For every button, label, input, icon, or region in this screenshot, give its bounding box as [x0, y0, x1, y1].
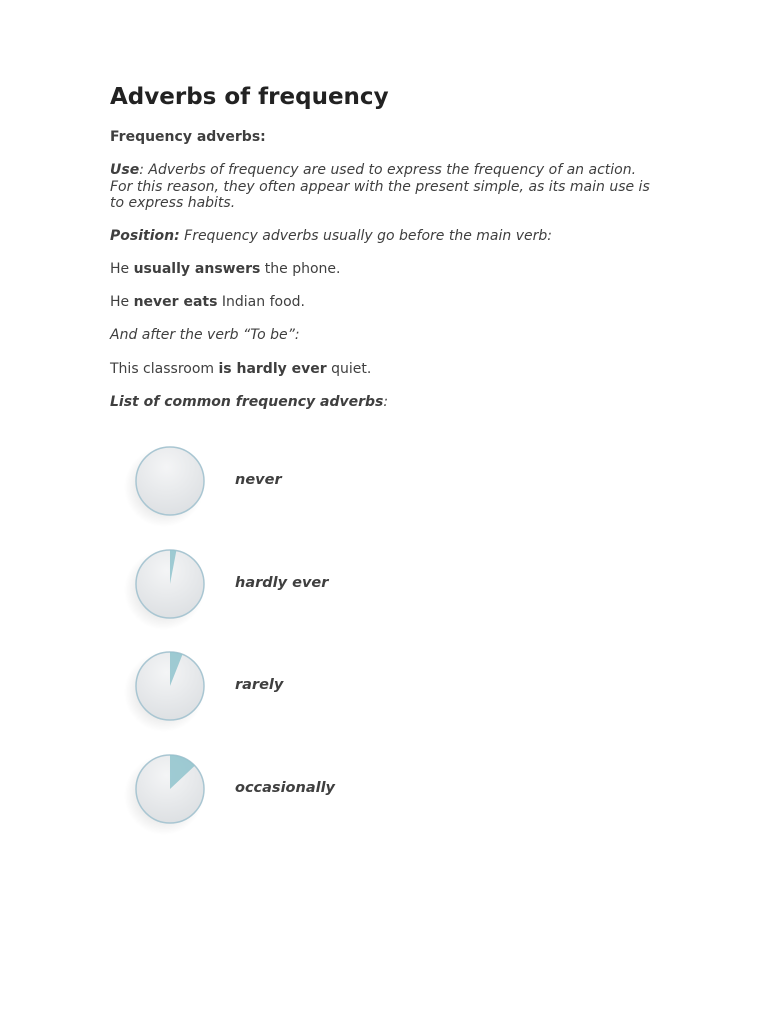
- position-label: Position:: [110, 228, 180, 244]
- example-3-before: This classroom: [110, 361, 219, 377]
- frequency-label: rarely: [235, 677, 284, 693]
- frequency-item: [122, 539, 482, 629]
- frequency-pie-icon: [122, 436, 222, 536]
- frequency-item: [122, 641, 482, 731]
- after-to-be-note: And after the verb “To be”:: [110, 327, 300, 343]
- example-1-bold: usually answers: [133, 261, 261, 277]
- subheading: Frequency adverbs:: [110, 129, 266, 145]
- example-3-bold: is hardly ever: [218, 361, 327, 377]
- use-text: : Adverbs of frequency are used to express the frequency of an action. For this reason, they often appear with the present simple, as its main use is to express habits.: [110, 162, 650, 211]
- example-2-before: He: [110, 294, 134, 310]
- frequency-pie-icon: [122, 539, 222, 639]
- use-label: Use: [110, 162, 140, 178]
- example-1-before: He: [110, 261, 134, 277]
- list-intro-colon: :: [383, 394, 389, 410]
- frequency-pie-icon: [122, 744, 222, 844]
- pie-disc: [136, 447, 204, 515]
- frequency-item: [122, 436, 482, 526]
- position-text: Frequency adverbs usually go before the main verb:: [179, 228, 552, 244]
- frequency-pie-icon: [122, 641, 222, 741]
- frequency-label: never: [235, 472, 282, 488]
- page-title: Adverbs of frequency: [110, 84, 389, 110]
- frequency-label: occasionally: [235, 779, 335, 796]
- example-3-after: quiet.: [326, 361, 372, 377]
- example-1-after: the phone.: [260, 261, 341, 277]
- example-2-after: Indian food.: [217, 294, 305, 310]
- example-2-bold: never eats: [133, 294, 218, 310]
- frequency-label: hardly ever: [235, 574, 329, 591]
- frequency-item: [122, 744, 482, 834]
- frequency-adverb-list: [110, 0, 510, 1024]
- list-intro-bold: List of common frequency adverbs: [110, 394, 384, 410]
